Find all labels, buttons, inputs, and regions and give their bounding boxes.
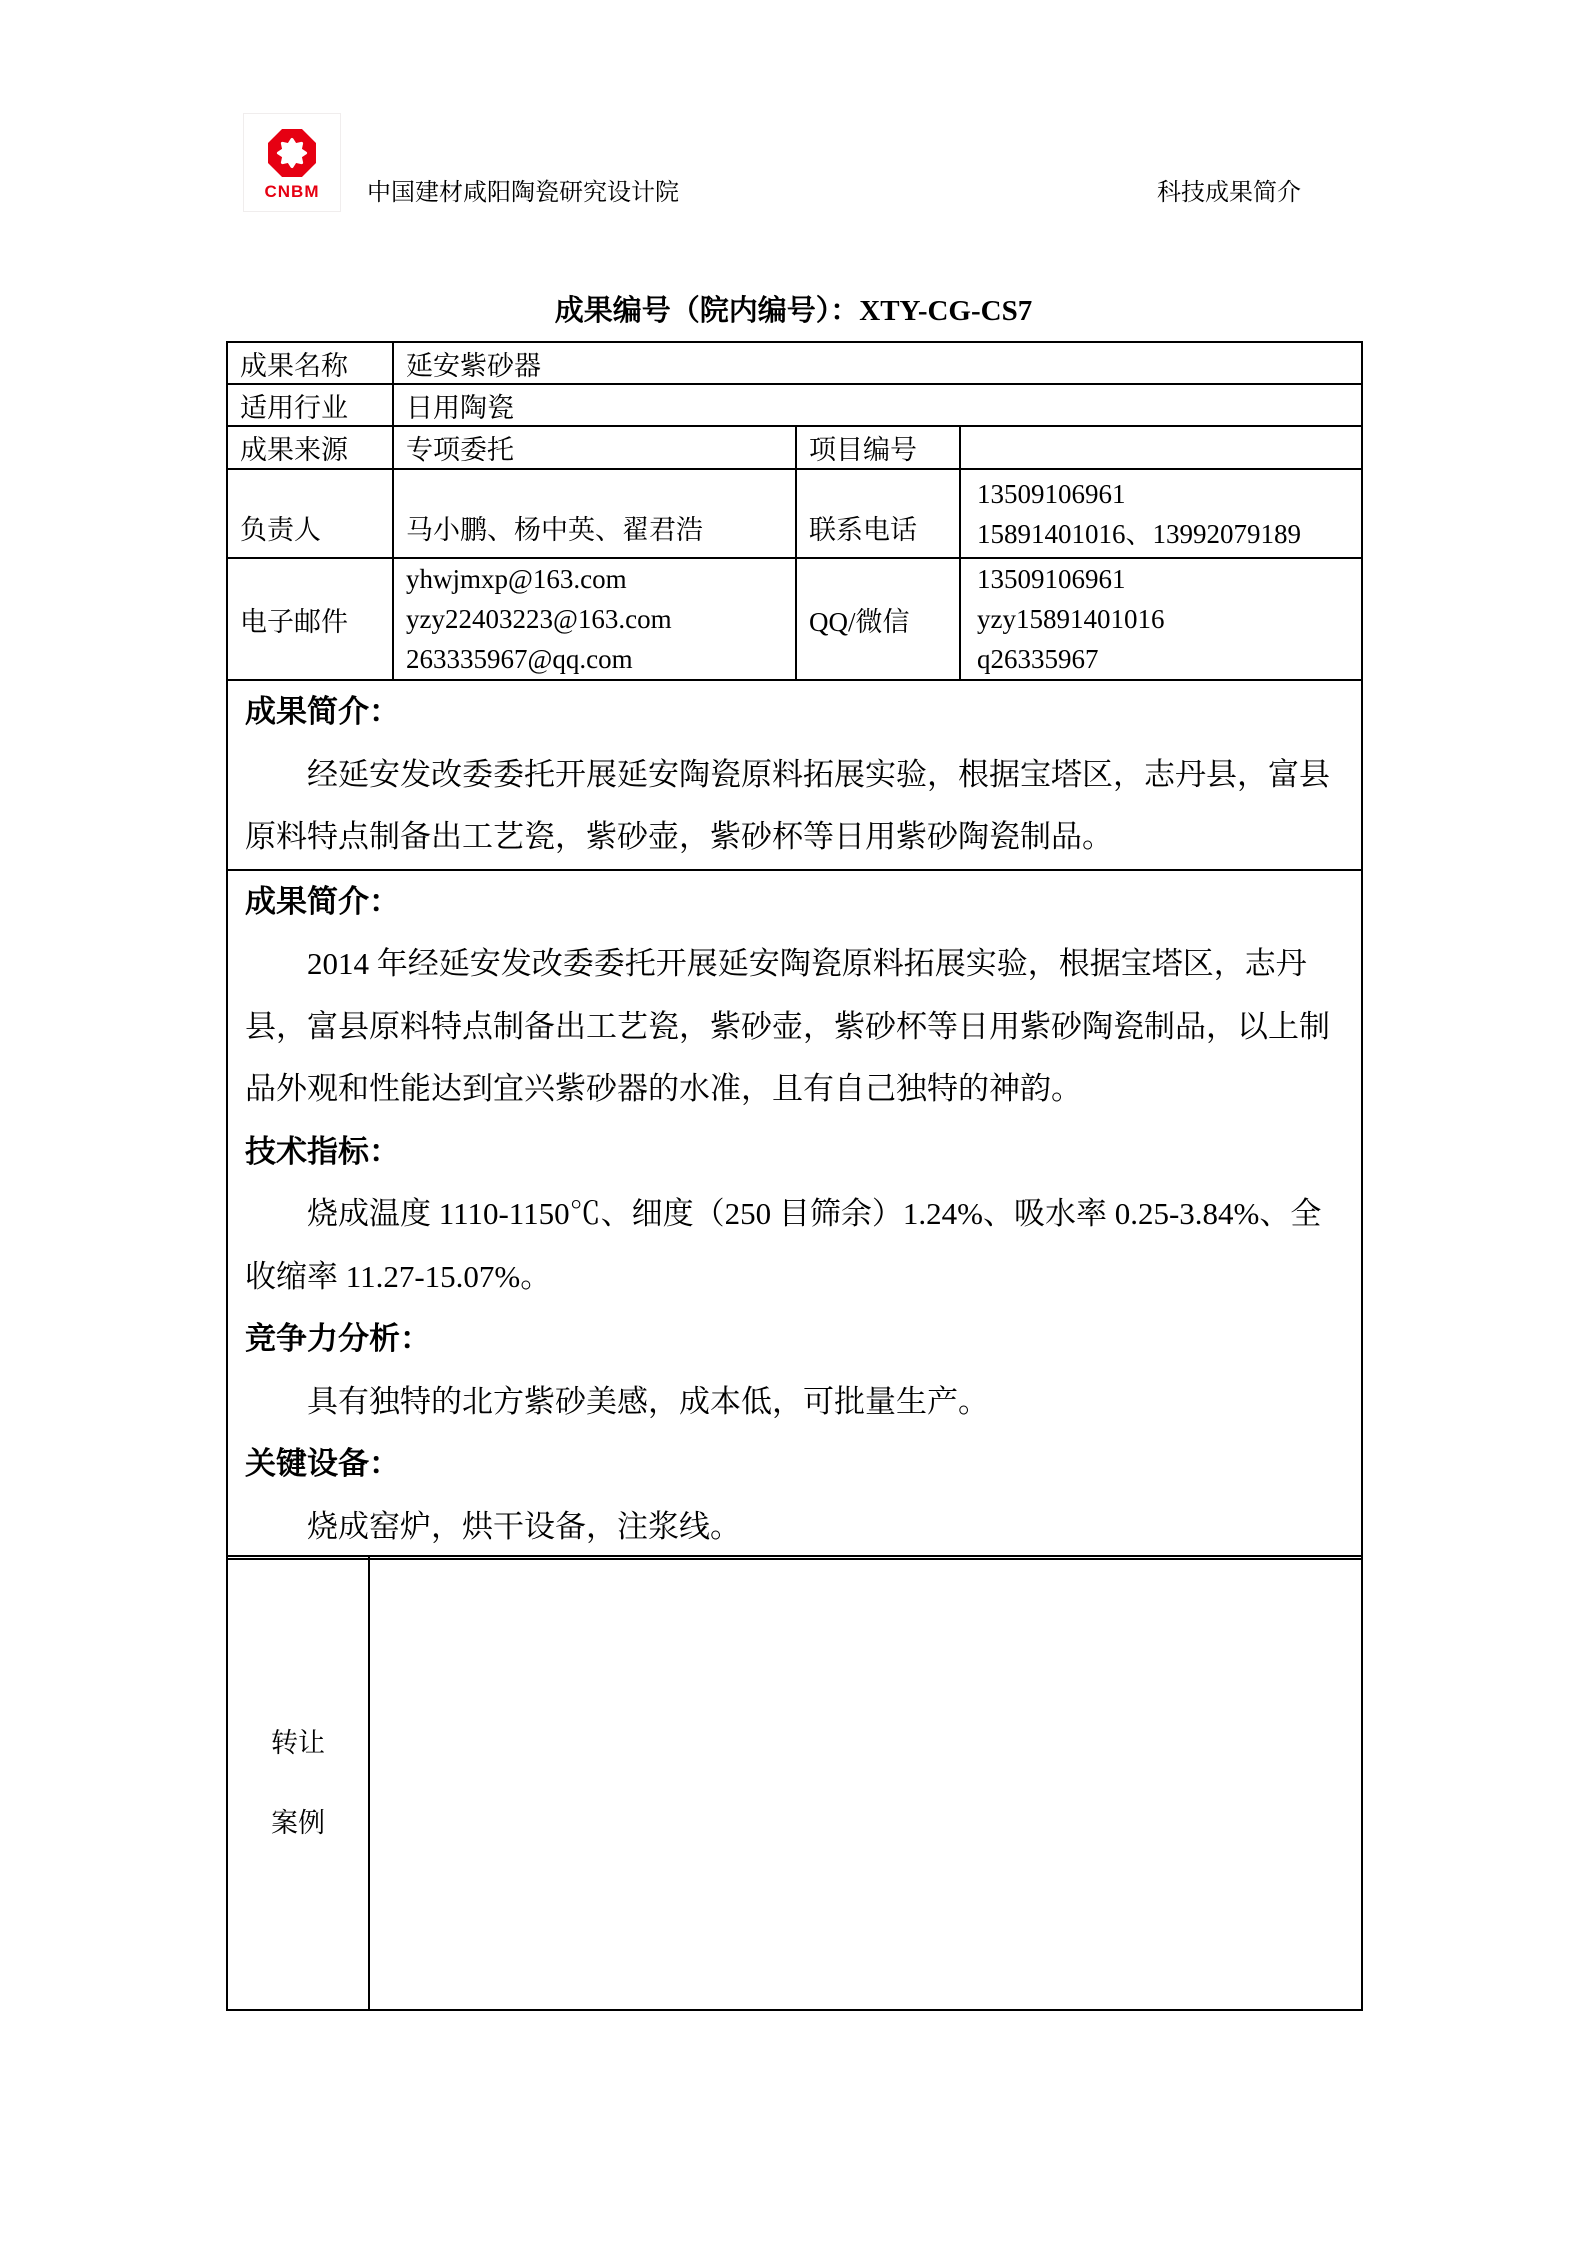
table-row xyxy=(227,469,1362,558)
project-number-value xyxy=(960,426,1362,469)
table-row xyxy=(227,384,1362,426)
source-label: 成果来源 xyxy=(227,426,393,469)
source-value: 专项委托 xyxy=(393,426,796,469)
page-title: 成果编号（院内编号）：XTY-CG-CS7 xyxy=(554,295,1033,327)
email-value xyxy=(393,558,796,680)
section-paragraph: 烧成窑炉，烘干设备，注浆线。 xyxy=(307,1508,741,1544)
section-paragraph: 经延安发改委委托开展延安陶瓷原料拓展实验，根据宝塔区，志丹县，富县原料特点制备出工艺瓷，紫砂壶，紫砂杯等日用紫砂陶瓷制品。 xyxy=(245,756,1330,854)
transfer-table xyxy=(226,1555,1363,2011)
phone-label: 联系电话 xyxy=(796,469,960,558)
table-row xyxy=(227,426,1362,469)
table-row xyxy=(227,342,1362,384)
section-paragraph: 2014 年经延安发改委委托开展延安陶瓷原料拓展实验，根据宝塔区，志丹县，富县原料特点制备出工艺瓷，紫砂壶，紫砂杯等日用紫砂陶瓷制品，以上制品外观和性能达到宜兴紫砂器的水准，且有自己独特的神韵。 xyxy=(245,946,1330,1106)
section-heading: 成果简介： xyxy=(245,694,400,729)
email-line: yhwjmxp@163.com xyxy=(406,564,627,594)
table-row xyxy=(227,558,1362,680)
qq-line: 13509106961 xyxy=(977,564,1126,594)
cnbm-logo xyxy=(243,113,341,212)
brief-section-1 xyxy=(227,680,1362,870)
qq-line: yzy15891401016 xyxy=(977,604,1165,634)
phone-line: 13509106961 xyxy=(977,478,1126,509)
email-line: 263335967@qq.com xyxy=(406,644,633,674)
industry-value: 日用陶瓷 xyxy=(393,384,1362,426)
qq-wechat-value xyxy=(960,558,1362,680)
industry-label: 适用行业 xyxy=(227,384,393,426)
section-heading: 成果简介： xyxy=(245,883,400,919)
project-number-label: 项目编号 xyxy=(796,426,960,469)
email-label: 电子邮件 xyxy=(227,558,393,680)
leader-label: 负责人 xyxy=(227,469,393,558)
result-name-label: 成果名称 xyxy=(227,342,393,384)
institute-name: 中国建材咸阳陶瓷研究设计院 xyxy=(367,179,679,206)
qq-line: q26335967 xyxy=(977,644,1099,674)
section-paragraph: 烧成温度 1110-1150℃、细度（250 目筛余）1.24%、吸水率 0.25-3.84%、全收缩率 11.27-15.07%。 xyxy=(245,1196,1322,1294)
section-heading: 技术指标： xyxy=(245,1133,400,1169)
detail-section xyxy=(227,870,1362,1560)
cnbm-wordmark: CNBM xyxy=(264,182,320,201)
section-heading: 关键设备： xyxy=(245,1446,400,1481)
email-line: yzy22403223@163.com xyxy=(406,604,672,634)
info-table xyxy=(226,341,1363,1560)
table-row xyxy=(227,1556,1362,2010)
table-row xyxy=(227,870,1362,1560)
phone-line: 15891401016、13992079189 xyxy=(977,518,1301,549)
phone-value xyxy=(960,469,1362,558)
cnbm-octagon-icon xyxy=(265,127,319,179)
result-name-value: 延安紫砂器 xyxy=(393,342,1362,384)
qq-wechat-label: QQ/微信 xyxy=(796,558,960,680)
transfer-cases-value xyxy=(369,1556,1362,2010)
section-heading: 竞争力分析： xyxy=(245,1321,431,1356)
transfer-label-line: 转让 xyxy=(271,1728,325,1758)
table-row xyxy=(227,680,1362,870)
transfer-label-line: 案例 xyxy=(271,1808,325,1838)
section-paragraph: 具有独特的北方紫砂美感，成本低，可批量生产。 xyxy=(307,1383,989,1419)
leader-value: 马小鹏、杨中英、翟君浩 xyxy=(393,469,796,558)
doc-type-label: 科技成果简介 xyxy=(1157,179,1301,206)
transfer-cases-label xyxy=(227,1556,369,2010)
